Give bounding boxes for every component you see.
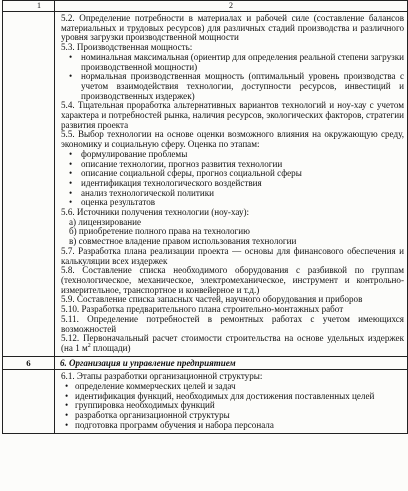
list-item: • описание социальной сферы, прогноз социальной сферы <box>61 169 404 179</box>
item-5-12-tail: площади) <box>90 342 131 353</box>
list-item: б) приобретение полного права на технологию <box>69 226 250 237</box>
item-5-6: 5.6. Источники получения технологии (ноу-хау): <box>61 207 250 218</box>
item-5-12-text: 5.12. Первоначальный расчет стоимости строительства на основе удельных издержек (на 1 м <box>61 333 404 353</box>
item-5-10: 5.10. Разработка предварительного плана строительно-монтажных работ <box>61 304 344 315</box>
section-6-title-row <box>3 356 408 370</box>
list-item: • идентификация технологического воздействия <box>61 179 404 189</box>
item-5-9: 5.9. Составление списка запасных частей, научного оборудования и приборов <box>61 294 363 305</box>
section-6-number-cell <box>3 370 55 433</box>
plan-table <box>2 0 408 434</box>
item-5-2: 5.2. Определение потребности в материалах и рабочей силе (составление балансов материальных и трудовых ресурсов) для различных стадий производства и различного уровня загрузки производственной мощности <box>61 13 404 43</box>
list-item: • группировка необходимых функций <box>61 401 404 411</box>
item-5-12 <box>61 334 404 353</box>
list-item: • оценка результатов <box>61 198 404 208</box>
section-5-row <box>3 12 408 357</box>
section-6-row <box>3 370 408 433</box>
list-item: • определение коммерческих целей и задач <box>61 382 404 392</box>
section-6-content <box>55 370 408 433</box>
header-row <box>3 1 408 12</box>
list-item: • анализ технологической политики <box>61 189 404 199</box>
section-6-number: 6 <box>3 356 55 370</box>
section-5-content <box>55 12 408 357</box>
list-item: • номинальная максимальная (ориентир для определения реальной степени загрузки производственной мощности) <box>61 53 404 72</box>
section-6-title: 6. Организация и управление предприятием <box>55 356 408 370</box>
list-item: • описание технологии, прогноз развития технологии <box>61 160 404 170</box>
item-5-4: 5.4. Тщательная проработка альтернативных вариантов технологий и ноу-хау с учетом характера и потребностей рынка, наличия ресурсов, экологических факторов, стратегии развития проекта <box>61 100 404 130</box>
list-item: • подготовка программ обучения и набора персонала <box>61 421 404 431</box>
item-5-12-sup: 2 <box>87 342 91 349</box>
section-5-number-cell <box>3 12 55 357</box>
list-5-3 <box>61 53 404 102</box>
list-item: • формулирование проблемы <box>61 150 404 160</box>
list-5-5 <box>61 150 404 208</box>
header-col-1: 1 <box>3 1 55 12</box>
item-5-8: 5.8. Составление списка необходимого оборудования с разбивкой по группам (технологическое, механическое, электромеханическое, инструмент и контрольно-измерительное, транспортное и конвейерное и т.д.) <box>61 265 404 295</box>
item-5-7: 5.7. Разработка плана реализации проекта — основы для финансового обеспечения и калькуляции всех издержек <box>61 245 404 266</box>
item-5-11: 5.11. Определение потребностей в ремонтных работах с учетом имеющихся возможностей <box>61 313 404 334</box>
list-item: в) совместное владение правом использования технологии <box>69 236 297 247</box>
item-5-3: 5.3. Производственная мощность: <box>61 42 193 53</box>
list-item: а) лицензирование <box>69 216 142 227</box>
list-item: • нормальная производственная мощность (оптимальный уровень производства с учетом взаимодействия технологии, доступности ресурсов, инвестиций и производственных издержек) <box>61 72 404 101</box>
list-item: • разработка организационной структуры <box>61 411 404 421</box>
item-6-1: 6.1. Этапы разработки организационной структуры: <box>61 371 263 382</box>
item-5-5: 5.5. Выбор технологии на основе оценки возможного влияния на окружающую среду, экономику и социальную сферу. Оценка по этапам: <box>61 129 404 150</box>
list-5-6 <box>61 218 404 247</box>
list-item: • идентификация функций, необходимых для достижения поставленных целей <box>61 392 404 402</box>
list-6-1 <box>61 382 404 431</box>
header-col-2: 2 <box>55 1 408 12</box>
